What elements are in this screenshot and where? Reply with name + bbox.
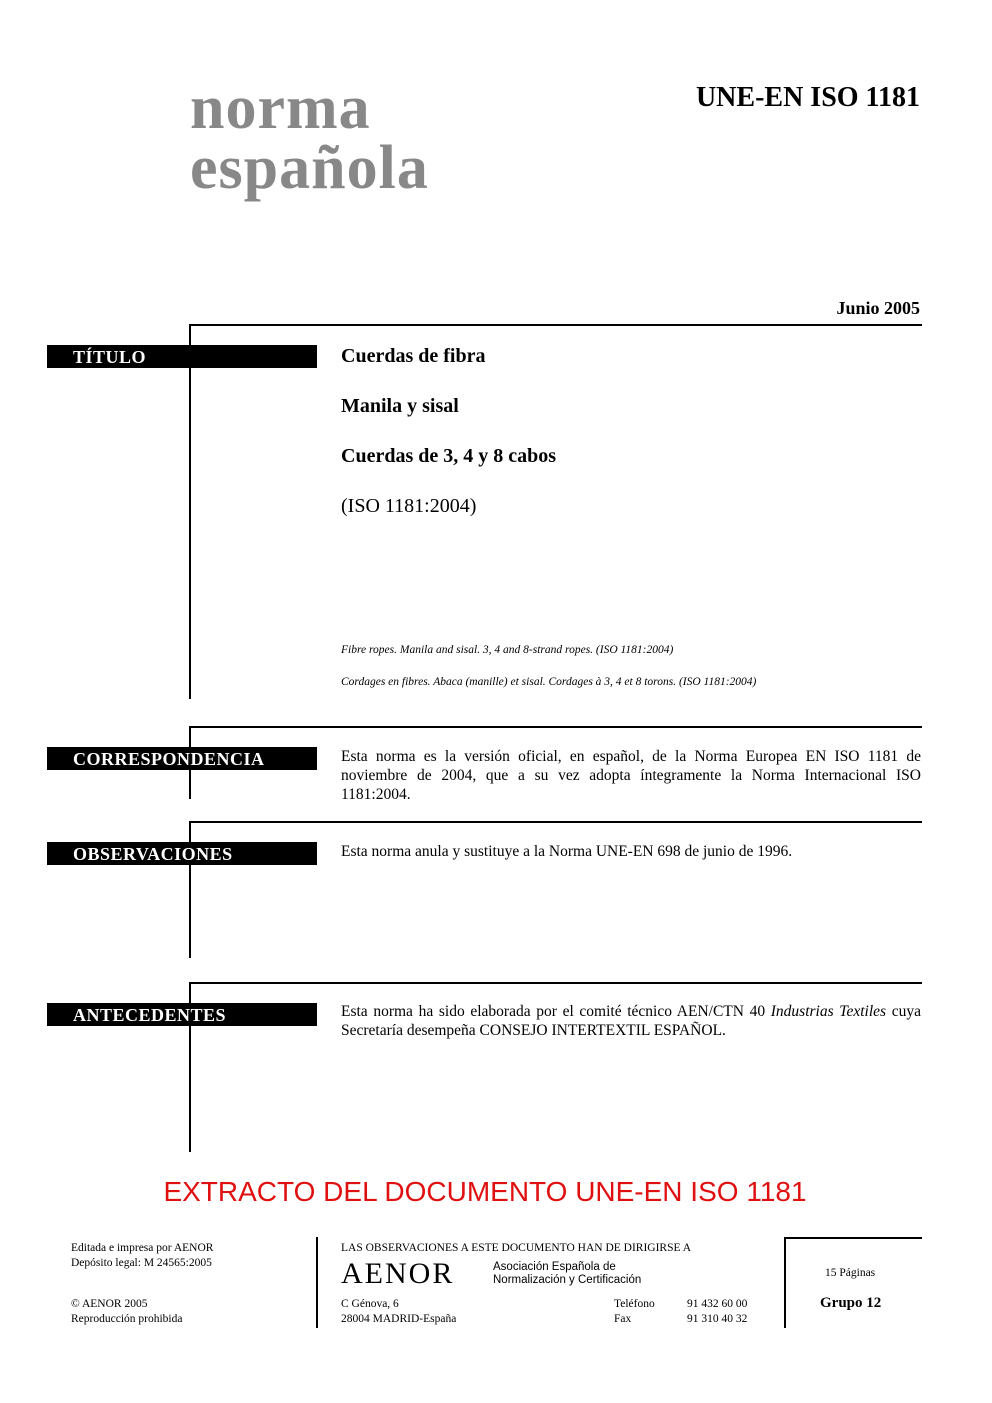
antecedentes-text-start: Esta norma ha sido elaborada por el comité técnico AEN/CTN 40 — [341, 1003, 771, 1020]
footer-copyright: © AENOR 2005 — [71, 1298, 148, 1310]
brand-line-1: norma — [190, 74, 371, 142]
brand-logo — [190, 74, 429, 202]
aenor-logo: AENOR — [341, 1257, 455, 1290]
correspondencia-top-rule — [190, 726, 922, 728]
footer-street: C Génova, 6 — [341, 1298, 399, 1310]
footer-edited: Editada e impresa por AENOR — [71, 1242, 214, 1254]
aenor-association-line-1: Asociación Española de — [493, 1261, 616, 1273]
antecedentes-label: ANTECEDENTES — [47, 1003, 317, 1026]
observaciones-text: Esta norma anula y sustituye a la Norma UNE-EN 698 de junio de 1996. — [341, 843, 793, 860]
standard-code: UNE-EN ISO 1181 — [695, 82, 920, 113]
publication-date: Junio 2005 — [836, 298, 920, 318]
aenor-association-line-2: Normalización y Certificación — [493, 1274, 642, 1286]
footer-divider-left — [316, 1237, 318, 1328]
title-line-3: Cuerdas de 3, 4 y 8 cabos — [341, 445, 557, 467]
antecedentes-text-end: cuya Secretaría desempeña CONSEJO INTERTEXTIL ESPAÑOL. — [341, 1003, 921, 1039]
title-line-4: (ISO 1181:2004) — [341, 495, 477, 517]
antecedentes-committee-name: Industrias Textiles — [770, 1003, 887, 1020]
title-french: Cordages en fibres. Abaca (manille) et sisal. Cordages à 3, 4 et 8 torons. (ISO 1181:2004) — [341, 676, 757, 688]
brand-line-2: española — [190, 134, 429, 202]
titulo-label: TÍTULO — [47, 345, 317, 368]
correspondencia-label: CORRESPONDENCIA — [47, 747, 317, 770]
extract-notice: EXTRACTO DEL DOCUMENTO UNE-EN ISO 1181 — [163, 1176, 807, 1207]
observaciones-label: OBSERVACIONES — [47, 842, 317, 865]
correspondencia-text: Esta norma es la versión oficial, en español, de la Norma Europea EN ISO 1181 de noviembre de 2004, que a su vez adopta íntegramente la Norma Internacional ISO 1181:2004. — [341, 748, 921, 803]
footer-reproduction: Reproducción prohibida — [71, 1313, 183, 1325]
observaciones-top-rule — [190, 821, 922, 823]
footer-fax: 91 310 40 32 — [687, 1313, 748, 1325]
title-line-1: Cuerdas de fibra — [341, 345, 486, 367]
footer-box-top-rule — [785, 1237, 922, 1239]
footer-phone: 91 432 60 00 — [687, 1298, 748, 1310]
titulo-side-rule — [189, 324, 191, 699]
titulo-top-rule — [190, 324, 922, 326]
footer-observations-header: LAS OBSERVACIONES A ESTE DOCUMENTO HAN DE DIRIGIRSE A — [341, 1242, 692, 1254]
title-line-2: Manila y sisal — [341, 395, 459, 417]
aenor-association — [493, 1261, 641, 1287]
footer-fax-label: Fax — [614, 1313, 632, 1325]
footer-pages: 15 Páginas — [825, 1267, 876, 1279]
footer-phone-label: Teléfono — [614, 1298, 655, 1310]
footer-city: 28004 MADRID-España — [341, 1313, 457, 1325]
antecedentes-text — [341, 1002, 921, 1040]
footer-box-side-rule — [784, 1237, 786, 1328]
title-english: Fibre ropes. Manila and sisal. 3, 4 and 8-strand ropes. (ISO 1181:2004) — [341, 644, 674, 656]
footer-deposit: Depósito legal: M 24565:2005 — [71, 1257, 212, 1269]
footer-group: Grupo 12 — [820, 1295, 882, 1311]
antecedentes-top-rule — [190, 982, 922, 984]
